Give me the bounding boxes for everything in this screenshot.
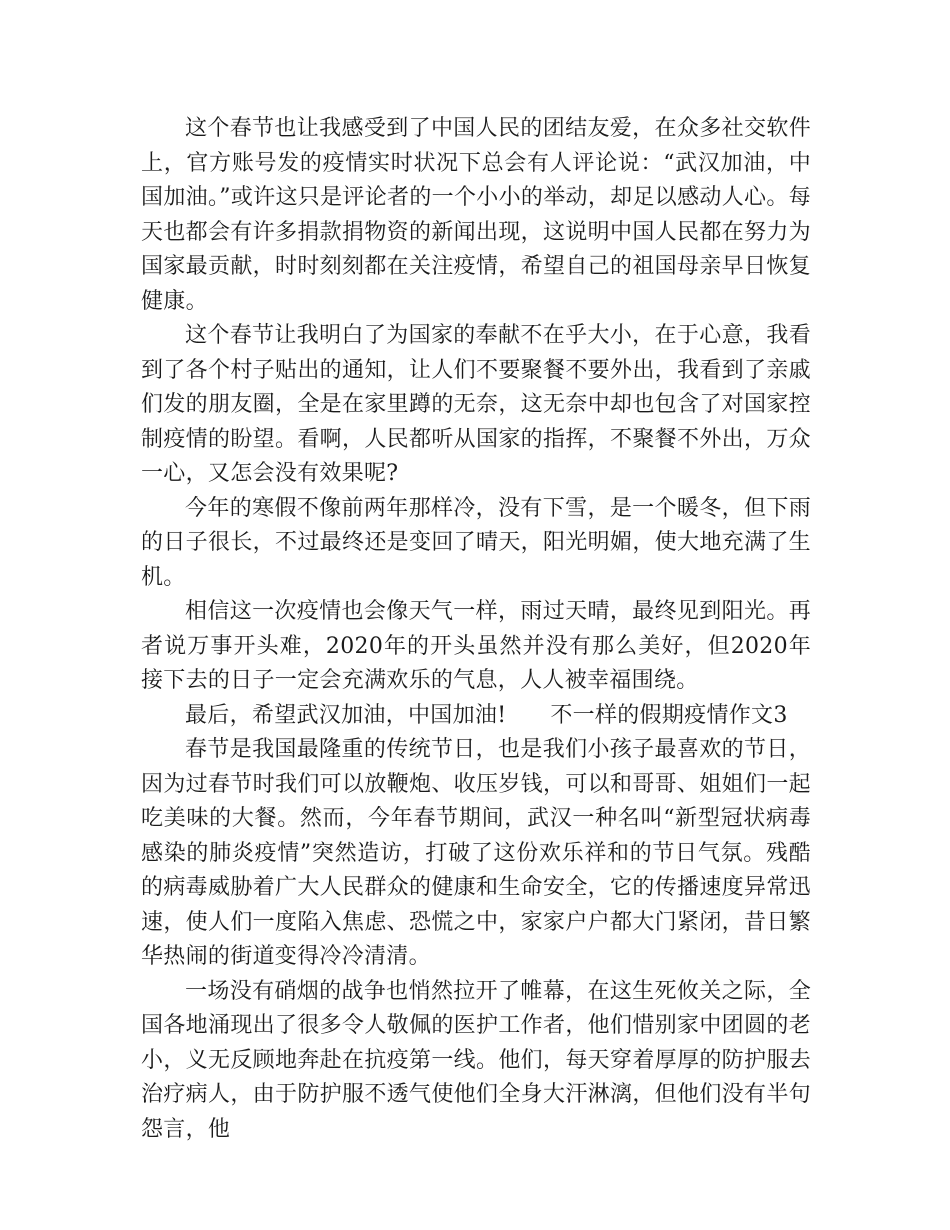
paragraph-5: 春节是我国最隆重的传统节日，也是我们小孩子最喜欢的节日，因为过春节时我们可以放鞭炮、收压岁钱，可以和哥哥、姐姐们一起吃美味的大餐。然而，今年春节期间，武汉一种名叫“新型冠状病毒感染的肺炎疫情”突然造访，打破了这份欢乐祥和的节日气氛。残酷的病毒威胁着广大人民群众的健康和生命安全，它的传播速度异常迅速，使人们一度陷入焦虑、恐慌之中，家家户户都大门紧闭，昔日繁华热闹的街道变得冷冷清清。	[141, 737, 811, 969]
paragraph-6: 一场没有硝烟的战争也悄然拉开了帷幕，在这生死攸关之际，全国各地涌现出了很多令人敬佩的医护工作者，他们惜别家中团圆的老小，义无反顾地奔赴在抗疫第一线。他们，每天穿着厚厚的防护服去治疗病人，由于防护服不透气使他们全身大汗淋漓，但他们没有半句怨言，他	[141, 978, 811, 1142]
closing-line: 最后，希望武汉加油，中国加油!	[185, 702, 507, 728]
closing-and-title-line	[141, 699, 811, 734]
document-body	[141, 112, 811, 1147]
paragraph-2: 这个春节让我明白了为国家的奉献不在乎大小，在于心意，我看到了各个村子贴出的通知，让人们不要聚餐不要外出，我看到了亲戚们发的朋友圈，全是在家里蹲的无奈，这无奈中却也包含了对国家控制疫情的盼望。看啊，人民都听从国家的指挥，不聚餐不外出，万众一心，又怎会没有效果呢?	[141, 323, 811, 486]
paragraph-3: 今年的寒假不像前两年那样冷，没有下雪，是一个暖冬，但下雨的日子很长，不过最终还是变回了晴天，阳光明媚，使大地充满了生机。	[141, 495, 811, 590]
paragraph-4: 相信这一次疫情也会像天气一样，雨过天晴，最终见到阳光。再者说万事开头难，2020年的开头虽然并没有那么美好，但2020年接下去的日子一定会充满欢乐的气息，人人被幸福围绕。	[141, 599, 811, 693]
section-title: 不一样的假期疫情作文3	[550, 702, 788, 728]
paragraph-1: 这个春节也让我感受到了中国人民的团结友爱，在众多社交软件上，官方账号发的疫情实时状况下总会有人评论说：“武汉加油，中国加油。”或许这只是评论者的一个小小的举动，却足以感动人心。每天也都会有许多捐款捐物资的新闻出现，这说明中国人民都在努力为国家最贡献，时时刻刻都在关注疫情，希望自己的祖国母亲早日恢复健康。	[141, 116, 811, 314]
